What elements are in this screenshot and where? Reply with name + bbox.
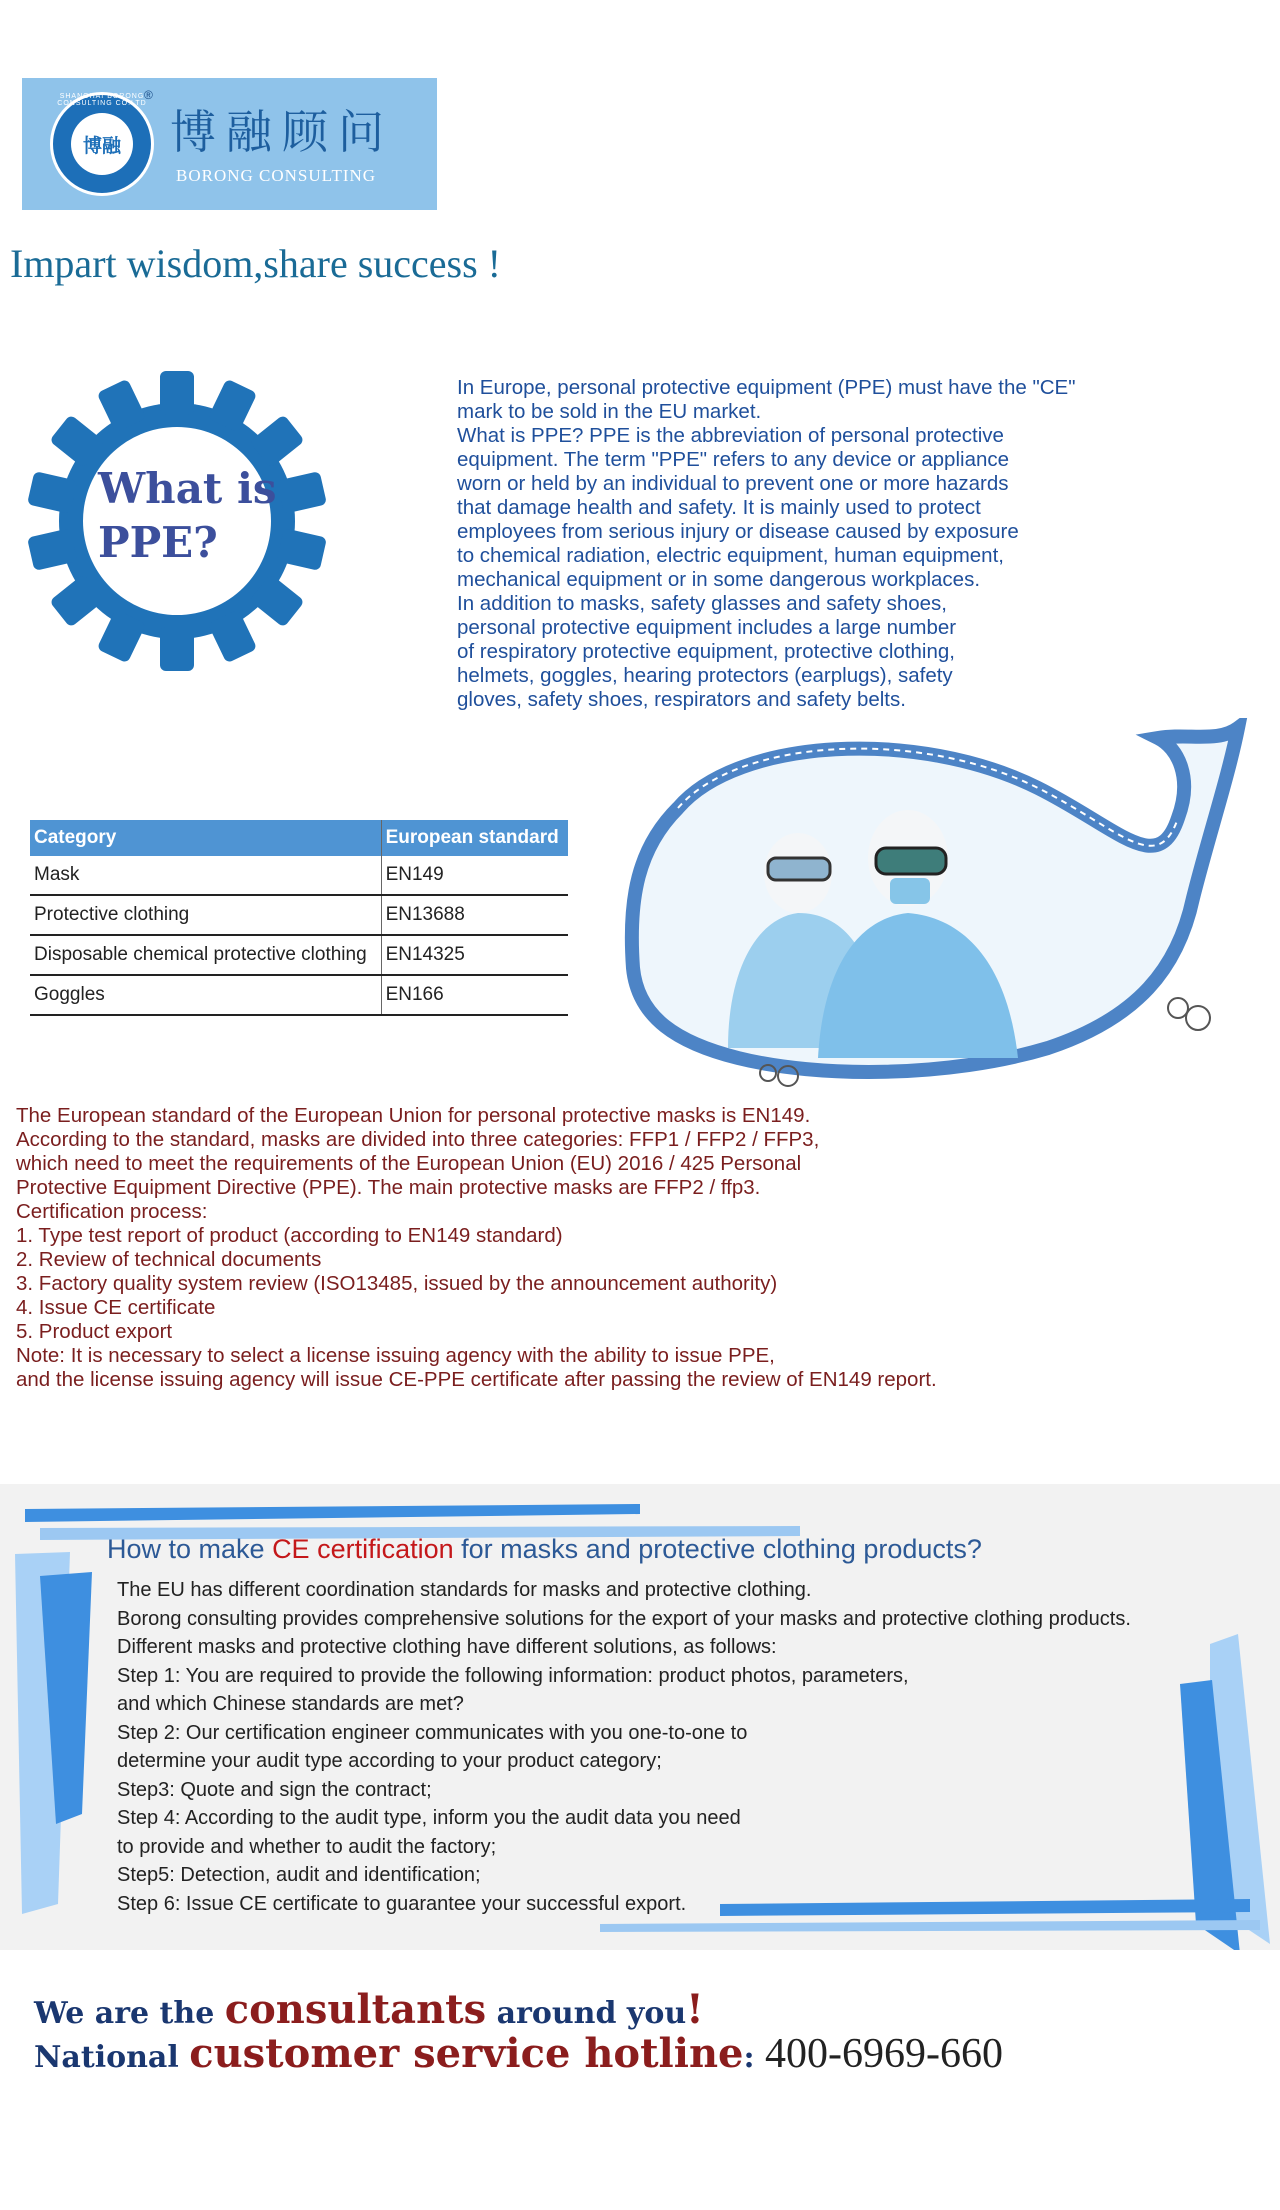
table-row <box>30 895 568 935</box>
what-is-line: What is <box>98 464 277 513</box>
howto-title <box>107 1534 982 1565</box>
header-standard: European standard <box>381 820 568 856</box>
howto-title-post: for masks and protective clothing products? <box>453 1534 982 1564</box>
ppe-line: PPE? <box>98 518 218 567</box>
hotline-label: customer service hotline <box>189 2030 744 2077</box>
tagline-part-1: We are the <box>34 1996 225 2031</box>
what-is-ppe-heading <box>98 462 277 570</box>
slogan: Impart wisdom,share success ! <box>10 241 501 286</box>
howto-title-highlight: CE certification <box>272 1534 454 1564</box>
hotline <box>34 2030 1003 2078</box>
table-row <box>30 975 568 1015</box>
howto-steps: The EU has different coordination standards for masks and protective clothing. Borong consulting provides comprehensive solutions for the export of your masks and protective clothing products. Different masks and protective clothing have different solutions, as follows: Step 1: You are required to provide the following information: product photos, parameters, and which Chinese standards are met? Step 2: Our certification engineer communicates with you one-to-one to determine your audit type according to your product category; Step3: Quote and sign the contract; Step 4: According to the audit type, inform you the audit data you need to provide and whether to audit the factory; Step5: Detection, audit and identification; Step 6: Issue CE certificate to guarantee your successful export. <box>117 1579 1131 1915</box>
logo-english-name: BORONG CONSULTING <box>176 166 377 185</box>
hotline-colon: : <box>743 2040 766 2075</box>
en149-description: The European standard of the European Union for personal protective masks is EN149. According to the standard, masks are divided into three categories: FFP1 / FFP2 / FFP3, which need to meet the requirements of the European Union (EU) 2016 / 425 Personal Protective Equipment Directive (PPE). The main protective masks are FFP2 / ffp3. Certification process: 1. Type test report of product (according to EN149 standard) 2. Review of technical documents 3. Factory quality system review (ISO13485, issued by the announcement authority) 4. Issue CE certificate 5. Product export Note: It is necessary to select a license issuing agency with the ability to issue PPE, and the license issuing agency will issue CE-PPE certificate after passing the review of EN149 report. <box>16 1104 937 1391</box>
table-header-row <box>30 820 568 856</box>
cell-standard: EN166 <box>381 975 568 1015</box>
cell-standard: EN149 <box>381 856 568 895</box>
hotline-national: National <box>34 2040 190 2075</box>
cell-category: Protective clothing <box>30 895 381 935</box>
whale-illustration <box>618 718 1278 1108</box>
gear-tooth <box>160 371 194 415</box>
cell-category: Disposable chemical protective clothing <box>30 935 381 975</box>
logo-emblem-chinese: 博融 <box>82 135 121 157</box>
header-category: Category <box>30 820 381 856</box>
logo-emblem-ring-text: SHANGHAI BORONG CONSULTING CO.LTD <box>57 93 147 107</box>
tagline-exclaim: ! <box>686 1986 704 2033</box>
tagline-consultants: consultants <box>224 1986 487 2033</box>
tagline <box>34 1986 704 2033</box>
hotline-number[interactable]: 400-6969-660 <box>765 2031 1003 2077</box>
logo-chinese-name: 博融顾问 <box>170 105 394 159</box>
tagline-part-3: around you <box>486 1996 687 2031</box>
cell-category: Mask <box>30 856 381 895</box>
registered-mark: ® <box>144 88 153 102</box>
table-row <box>30 856 568 895</box>
cell-category: Goggles <box>30 975 381 1015</box>
cell-standard: EN13688 <box>381 895 568 935</box>
gear-tooth <box>160 627 194 671</box>
table-row <box>30 935 568 975</box>
logo-banner <box>22 78 437 210</box>
cell-standard: EN14325 <box>381 935 568 975</box>
standards-table <box>30 820 568 1016</box>
howto-title-pre: How to make <box>107 1534 273 1564</box>
ppe-description: In Europe, personal protective equipment (PPE) must have the "CE" mark to be sold in the EU market. What is PPE? PPE is the abbreviation of personal protective equipment. The term "PPE" refers to any device or appliance worn or held by an individual to prevent one or more hazards that damage health and safety. It is mainly used to protect employees from serious injury or disease caused by exposure to chemical radiation, electric equipment, human equipment, mechanical equipment or in some dangerous workplaces. In addition to masks, safety glasses and safety shoes, personal protective equipment includes a large number of respiratory protective equipment, protective clothing, helmets, goggles, hearing protectors (earplugs), safety gloves, safety shoes, respirators and safety belts. <box>457 376 1076 711</box>
logo-emblem-icon <box>50 92 154 196</box>
